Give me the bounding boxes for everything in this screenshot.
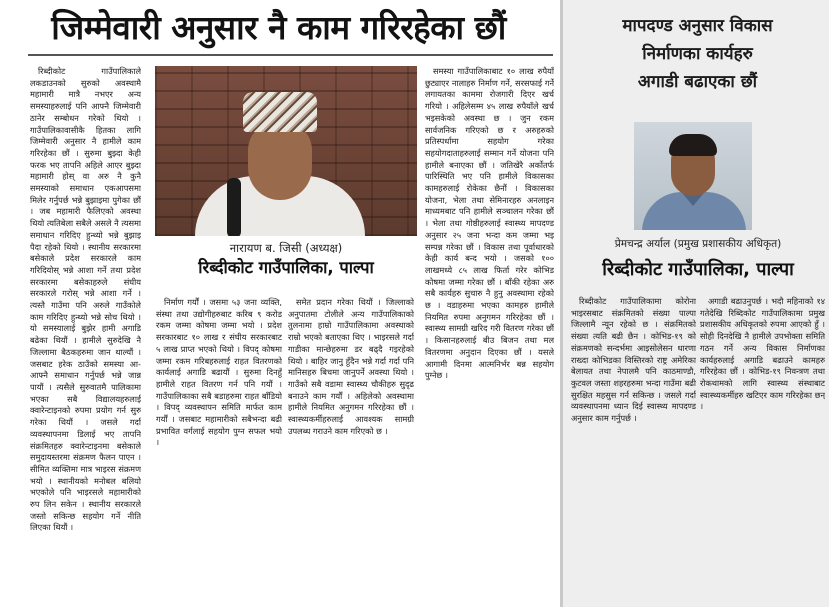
photo-caption: [168, 240, 404, 292]
microphone: [227, 178, 241, 236]
article-column-3: [288, 297, 414, 593]
sidebar-headline: [569, 12, 826, 96]
sidebar-column-1: [571, 296, 696, 596]
chairperson-photo: [155, 66, 417, 236]
sidebar-caption-organization: रिब्दीकोट गाउँपालिका, पाल्पा: [602, 259, 794, 280]
article-column-4-text: समस्या गाउँपालिकाबाट १० लाख रुपैयाँ छुट्याएर नालाहरु निर्माण गर्ने, सरसफाई गर्ने लगायतका काममा रोजगारी दिएर खर्च गरियो । अहिलेसम्म ४५ लाख रुपैयाँले खर्च भइसकेको अवस्था छ । जुन रकम सार्वजनिक गरिएको छ र अरुहरुको प्रतिस्पर्धामा सहयोग गरेका सहयोगदाताहरुलाई सम्मान गर्ने योजना पनि हामीले बनाएका छौं । जतिखेरै अर्कोतर्फ पारिस्थिति भए पनि हामीले विकासका कामहरुलाई रोकेका छैनौं । विकासका योजना, भेला तथा सेमिनारहरु अनलाइन माध्यमबाट पनि हामीले सञ्चालन गरेका छौं । भेला तथा गोष्ठीहरुलाई स्वास्थ्य मापदण्ड अनुसार २५ जना भन्दा कम जम्मा भइ सम्पन्न गरेका छौं । विकास तथा पूर्वाधारको केही कार्य बन्द भयो । जसको १०० लाखमध्ये ८५ लाख फिर्ता गरेर कोभिड कोषमा जम्मा गरेका छौं । बाँकी रहेका अरु सबै कार्यहरु सुचारु नै हुनु अवस्थामा रहेको छ । वडाहरुमा भएका कामहरु हामीले नियमित रुपमा अनुगमन गरिरहेका छौं । स्वास्थ्य सामग्री खरिद गरी वितरण गरेका छौं । किसानहरुलाई बीउ बिजन तथा मल वितरणमा अनुदान दिएका छौं । यसले आगामी दिनमा आत्मनिर्भर बन्न सहयोग पुग्नेछ ।: [425, 66, 554, 381]
sidebar-column-2: [700, 296, 825, 596]
sidebar-article: [560, 0, 829, 607]
article-column-1-text: रिब्दीकोट गाउँपालिकाले लकडाउनको सुरुको अवस्थामै महामारी मात्रै नभएर अन्य समस्याहरुलाई पनि आफ्नै जिम्मेवारी ठानेर सम्बोधन गरेको थियो । गाउँपालिकावासीकै हितका लागि जिम्मेवारी अनुसार नै हामीले काम गरिरहेका छौं । सुरुमा बुझ्दा केही फरक भए तापनि अहिले आएर बुझ्दा महामारी होस् वा अरु नै कुनै समस्याको समाधान एकआपसमा मिलेर गर्नुपर्छ भन्ने बुझाइमा पुगेका छौं । जब महामारी फैलिएको अवस्था थियो त्यतिबेला सबैले असले नै त्यसमा समाधान गरिदिए हुन्थ्यो भन्ने बुझाइ पैदा रहेको थियो । स्थानीय सरकारमा बसेकाले प्रदेश सरकारले काम गरिदियोस् भन्ने आशा गर्ने तथा प्रदेश सरकारमा बसेकाहरुले संघीय सरकारले गरोस् भन्ने आशा गर्ने । त्यस्तै गाउँमा पनि अरुले गाउँकोले काम गरिदिए हुन्थ्यो भन्ने सोच थियो । यो समस्यालाई बुझेर हामी अगाडि बढेका थियौं । हामीले सुरुदेखि नै जिल्लामा बैठकहरुमा जान थाल्यौं । जसबाट हरेक ठाउँको समस्या आ-आफ्नै समाधान गर्नुपर्छ भन्ने जान्न पायौं । त्यसैले सुरुवातमै पालिकामा भएका सबै विद्यालयहरुलाई क्वारेन्टाइनको रुपमा प्रयोग गर्न सुरु गरेका थियौं । जसले गर्दा व्यवस्थापनमा डिलाई भए तापनि संक्रमितहरु क्वारेन्टाइनमा बसेकाले समुदायस्तरमा संक्रमण फैलन पाएन । सीमित व्यक्तिमा मात्र भाइरस संक्रमण भयो । स्थानीयको मनोबल बलियो भएकोले पनि भाइरसले महामारीको रुप लिन सकेन । स्थानीय सरकारले जस्तो सकिन्छ सहयोग गर्ने नीति लिएका थियौं ।: [30, 66, 141, 533]
caption-person-name: नारायण ब. जिसी (अध्यक्ष): [229, 241, 343, 255]
sidebar-headline-line-2: निर्माणका कार्यहरु: [642, 44, 753, 64]
caption-organization: रिब्दीकोट गाउँपालिका, पाल्पा: [198, 258, 374, 277]
headline-rule: [28, 54, 553, 56]
article-column-2: [156, 297, 282, 593]
sidebar-caption-name: प्रेमचन्द्र अर्याल (प्रमुख प्रशासकीय अधिकृत): [614, 238, 782, 250]
photo-face: [248, 122, 312, 200]
dhaka-topi-cap: [243, 92, 317, 132]
article-column-1: [30, 66, 141, 592]
headline: जिम्मेवारी अनुसार नै काम गरिरहेका छौं: [51, 7, 506, 47]
photo-hair: [669, 134, 717, 156]
article-column-3-text: समेत प्रदान गरेका थियौं । जिल्लाको अनुपातमा टोलीले अन्य गाउँपालिकाको तुलनामा हाम्रो गाउँपालिकामा अवस्थाको राम्रो भएको बताएका थिए । भाइरसले गर्दा गाडीका मान्छेहरुमा डर बढ्दै गइरहेको थियो । बाहिर जानु हुँदैन भन्ने गर्दा गर्दा पनि मानिसहरु बिचमा जानुपर्ने अवस्था थियो । गाउँको सबै वडामा स्वास्थ्य चौकीहरु सुदृढ बनाउने काम गर्यौं । अहिलेको अवस्थामा हामीले नियमित अनुगमन गरिरहेका छौं । स्वास्थ्यकर्मीहरुलाई आवश्यक सामग्री उपलब्ध गराउने काम गरिएको छ ।: [288, 297, 414, 436]
officer-photo: [634, 122, 752, 230]
article-column-2-text: निर्माण गर्यौं । जसमा ५३ जना व्यक्ति, संस्था तथा उद्योगीहरुबाट करिब ९ करोड रकम जम्मा कोषमा जम्मा भयो । प्रदेश सरकारबाट १० लाख र संघीय सरकारबाट ५ लाख प्राप्त भएको थियो । विपद् कोषमा जम्मा रकम गरिबहरुलाई राहत वितरणको कार्यलाई अगाडि बढायौं । सुरुमा दिनहुँ हामीले राहत वितरण गर्न पनि गयौं । गाउँपालिकाका सबै बडाहरुमा राहत बाँडियो । विपद् व्यवस्थापन समिति मार्फत काम गर्यौं । जसबाट महामारीको सबैभन्दा बढी प्रभावित वर्गलाई सहयोग पुग्न सफल भयो ।: [156, 297, 282, 448]
sidebar-column-1-text: रिब्दीकोट गाउँपालिकामा कोरोना भाइरसबाट संक्रमितको संख्या पाल्पा जिल्लामै न्यून रहेको छ । संक्रमितको संख्या त्यति बढी छैन । कोभिड-१९ को संक्रमणको सन्दर्भमा आइसोलेसन धारणा राख्दा कोभिडका विस्तिरको राष्ट्र अमेरिका बेलायत तथा नेपालमै पनि काठमाण्डौ, कुटवल जस्ता शहरहरुमा भन्दा गाउँमा बढी सुरक्षित महसुस गर्न सकिन्छ । जसले गर्दा व्यवस्थापनमा ध्यान दिई स्वास्थ्य मापदण्ड अनुसार काम गर्नुपर्छ ।: [571, 296, 696, 424]
article-column-4: [425, 66, 554, 592]
sidebar-headline-line-1: मापदण्ड अनुसार विकास: [622, 16, 773, 36]
sidebar-column-2-text: अगाडी बढाउनुपर्छ । भदौ महिनाको १४ गतेदेखि रिब्दिकोट गाउँपालिकामा प्रमुख प्रशासकीय अधिकृतको रुपमा आएको हुँ । सोही दिनदेखि नै हामीले उपभोक्ता समिति गठन गर्ने अन्य विकास निर्माणका कार्यहरुलाई अगाडि बढाउने कामहरु गरिरहेका छौं । कोभिड-१९ निवन्त्रण तथा रोकथामको लागि स्वास्थ्य संस्थाबाट स्वास्थ्यकर्मीहरु खटिएर काम गरिरहेका छन् ।: [700, 296, 825, 412]
sidebar-headline-line-3: अगाडी बढाएका छौं: [637, 72, 758, 92]
